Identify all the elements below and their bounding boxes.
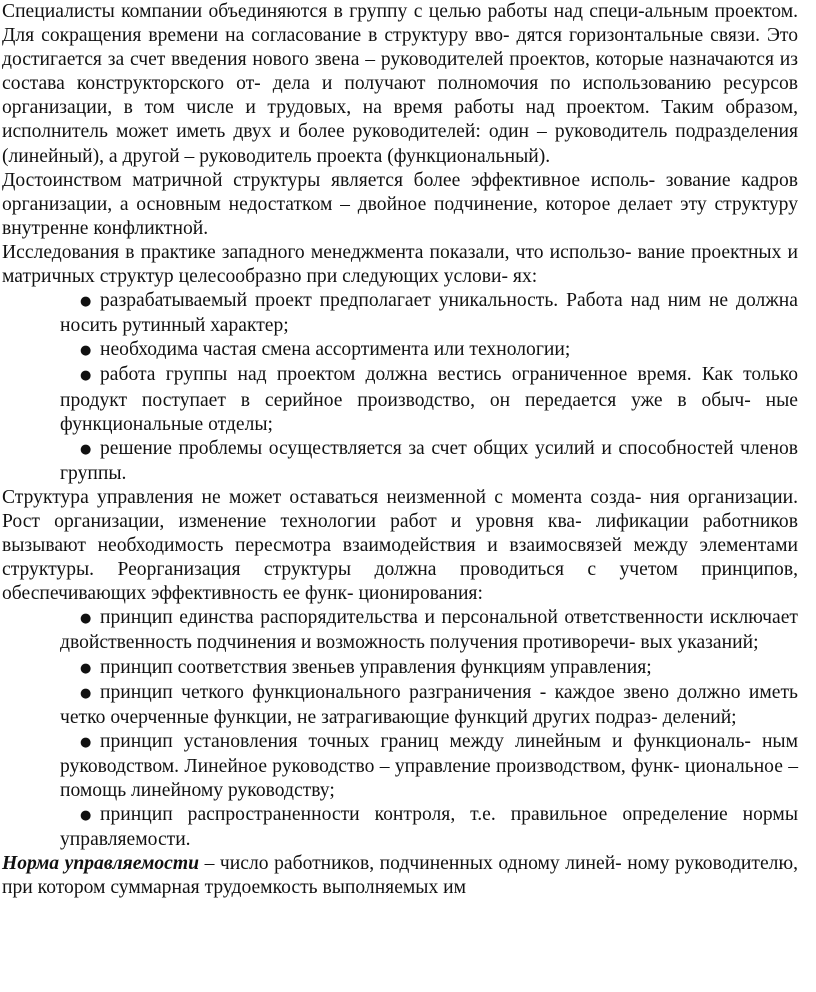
bullet-icon: ● [80, 441, 92, 457]
bullet-icon: ● [80, 660, 92, 676]
conditions-list [2, 289, 798, 486]
list-item-text: работа группы над проектом должна вестись ограниченное время. Как только продукт поступает в серийное производство, он передается уже в обыч- ные функциональные отделы; [60, 364, 798, 435]
list-item-text: необходима частая смена ассортимента или технологии; [100, 339, 571, 361]
term-span-of-control: Норма управляемости [2, 853, 199, 875]
list-item [2, 606, 798, 655]
paragraph-structure-change: Структура управления не может оставаться неизменной с момента созда- ния организации. Рост организации, изменение технологии работ и уровня ква- лификации работников вызывают необходимость пересмотра взаимодействия и взаимосвязей между элементами структуры. Реорганизация структуры должна проводиться с учетом принципов, обеспечивающих эффективность ее функ- ционирования: [2, 486, 798, 605]
paragraph-matrix-groups: Специалисты компании объединяются в группу с целью работы над специ-альным проектом. Для сокращения времени на согласование в структуру вво- дятся горизонтальные связи. Это достигается за счет введения нового звена – руководителей проектов, которые назначаются из состава конструкторского от- дела и получают полномочия по использованию ресурсов организации, в том числе и трудовых, на время работы над проектом. Таким образом, исполнитель может иметь двух и более руководителей: один – руководитель подразделения (линейный), а другой – руководитель проекта (функциональный). [2, 1, 798, 167]
definition-text: – число работников, подчиненных одному линей- ному руководителю, при котором суммарная трудоемкость выполняемых им [2, 853, 798, 899]
list-item [2, 730, 798, 803]
list-item-text: принцип четкого функционального разграничения - каждое звено должно иметь четко очерченные функции, не затрагивающие функций других подраз- делений; [60, 681, 798, 728]
list-item [2, 338, 798, 363]
paragraph-research-conditions: Исследования в практике западного менеджмента показали, что использо- вание проектных и матричных структур целесообразно при следующих услови- ях: [2, 241, 798, 288]
list-item-text: принцип распространенности контроля, т.е. правильное определение нормы управляемости. [60, 804, 798, 851]
principles-list [2, 606, 798, 852]
list-item [2, 803, 798, 852]
list-item [2, 289, 798, 338]
bullet-icon: ● [80, 343, 92, 359]
list-item [2, 363, 798, 436]
bullet-icon: ● [80, 611, 92, 627]
list-item-text: принцип соответствия звеньев управления функциям управления; [100, 656, 652, 678]
bullet-icon: ● [80, 685, 92, 701]
list-item-text: принцип установления точных границ между линейным и функциональ- ным руководством. Линейное руководство – управление производством, функ- циональное – помощь линейному руководству; [60, 730, 798, 801]
paragraph-span-of-control [2, 852, 798, 900]
bullet-icon: ● [80, 368, 92, 384]
bullet-icon: ● [80, 808, 92, 824]
list-item [2, 437, 798, 486]
bullet-icon: ● [80, 734, 92, 750]
list-item-text: принцип единства распорядительства и персональной ответственности исключает двойственность подчинения и возможность получения противоречи- вых указаний; [60, 607, 798, 654]
bullet-icon: ● [80, 294, 92, 310]
list-item [2, 681, 798, 730]
paragraph-matrix-advantages: Достоинством матричной структуры является более эффективное исполь- зование кадров организации, а основным недостатком – двойное подчинение, которое делает эту структуру внутренне конфликтной. [2, 169, 798, 239]
list-item-text: разрабатываемый проект предполагает уникальность. Работа над ним не должна носить рутинный характер; [60, 290, 798, 337]
list-item-text: решение проблемы осуществляется за счет общих усилий и способностей членов группы. [60, 437, 798, 484]
list-item [2, 656, 798, 681]
